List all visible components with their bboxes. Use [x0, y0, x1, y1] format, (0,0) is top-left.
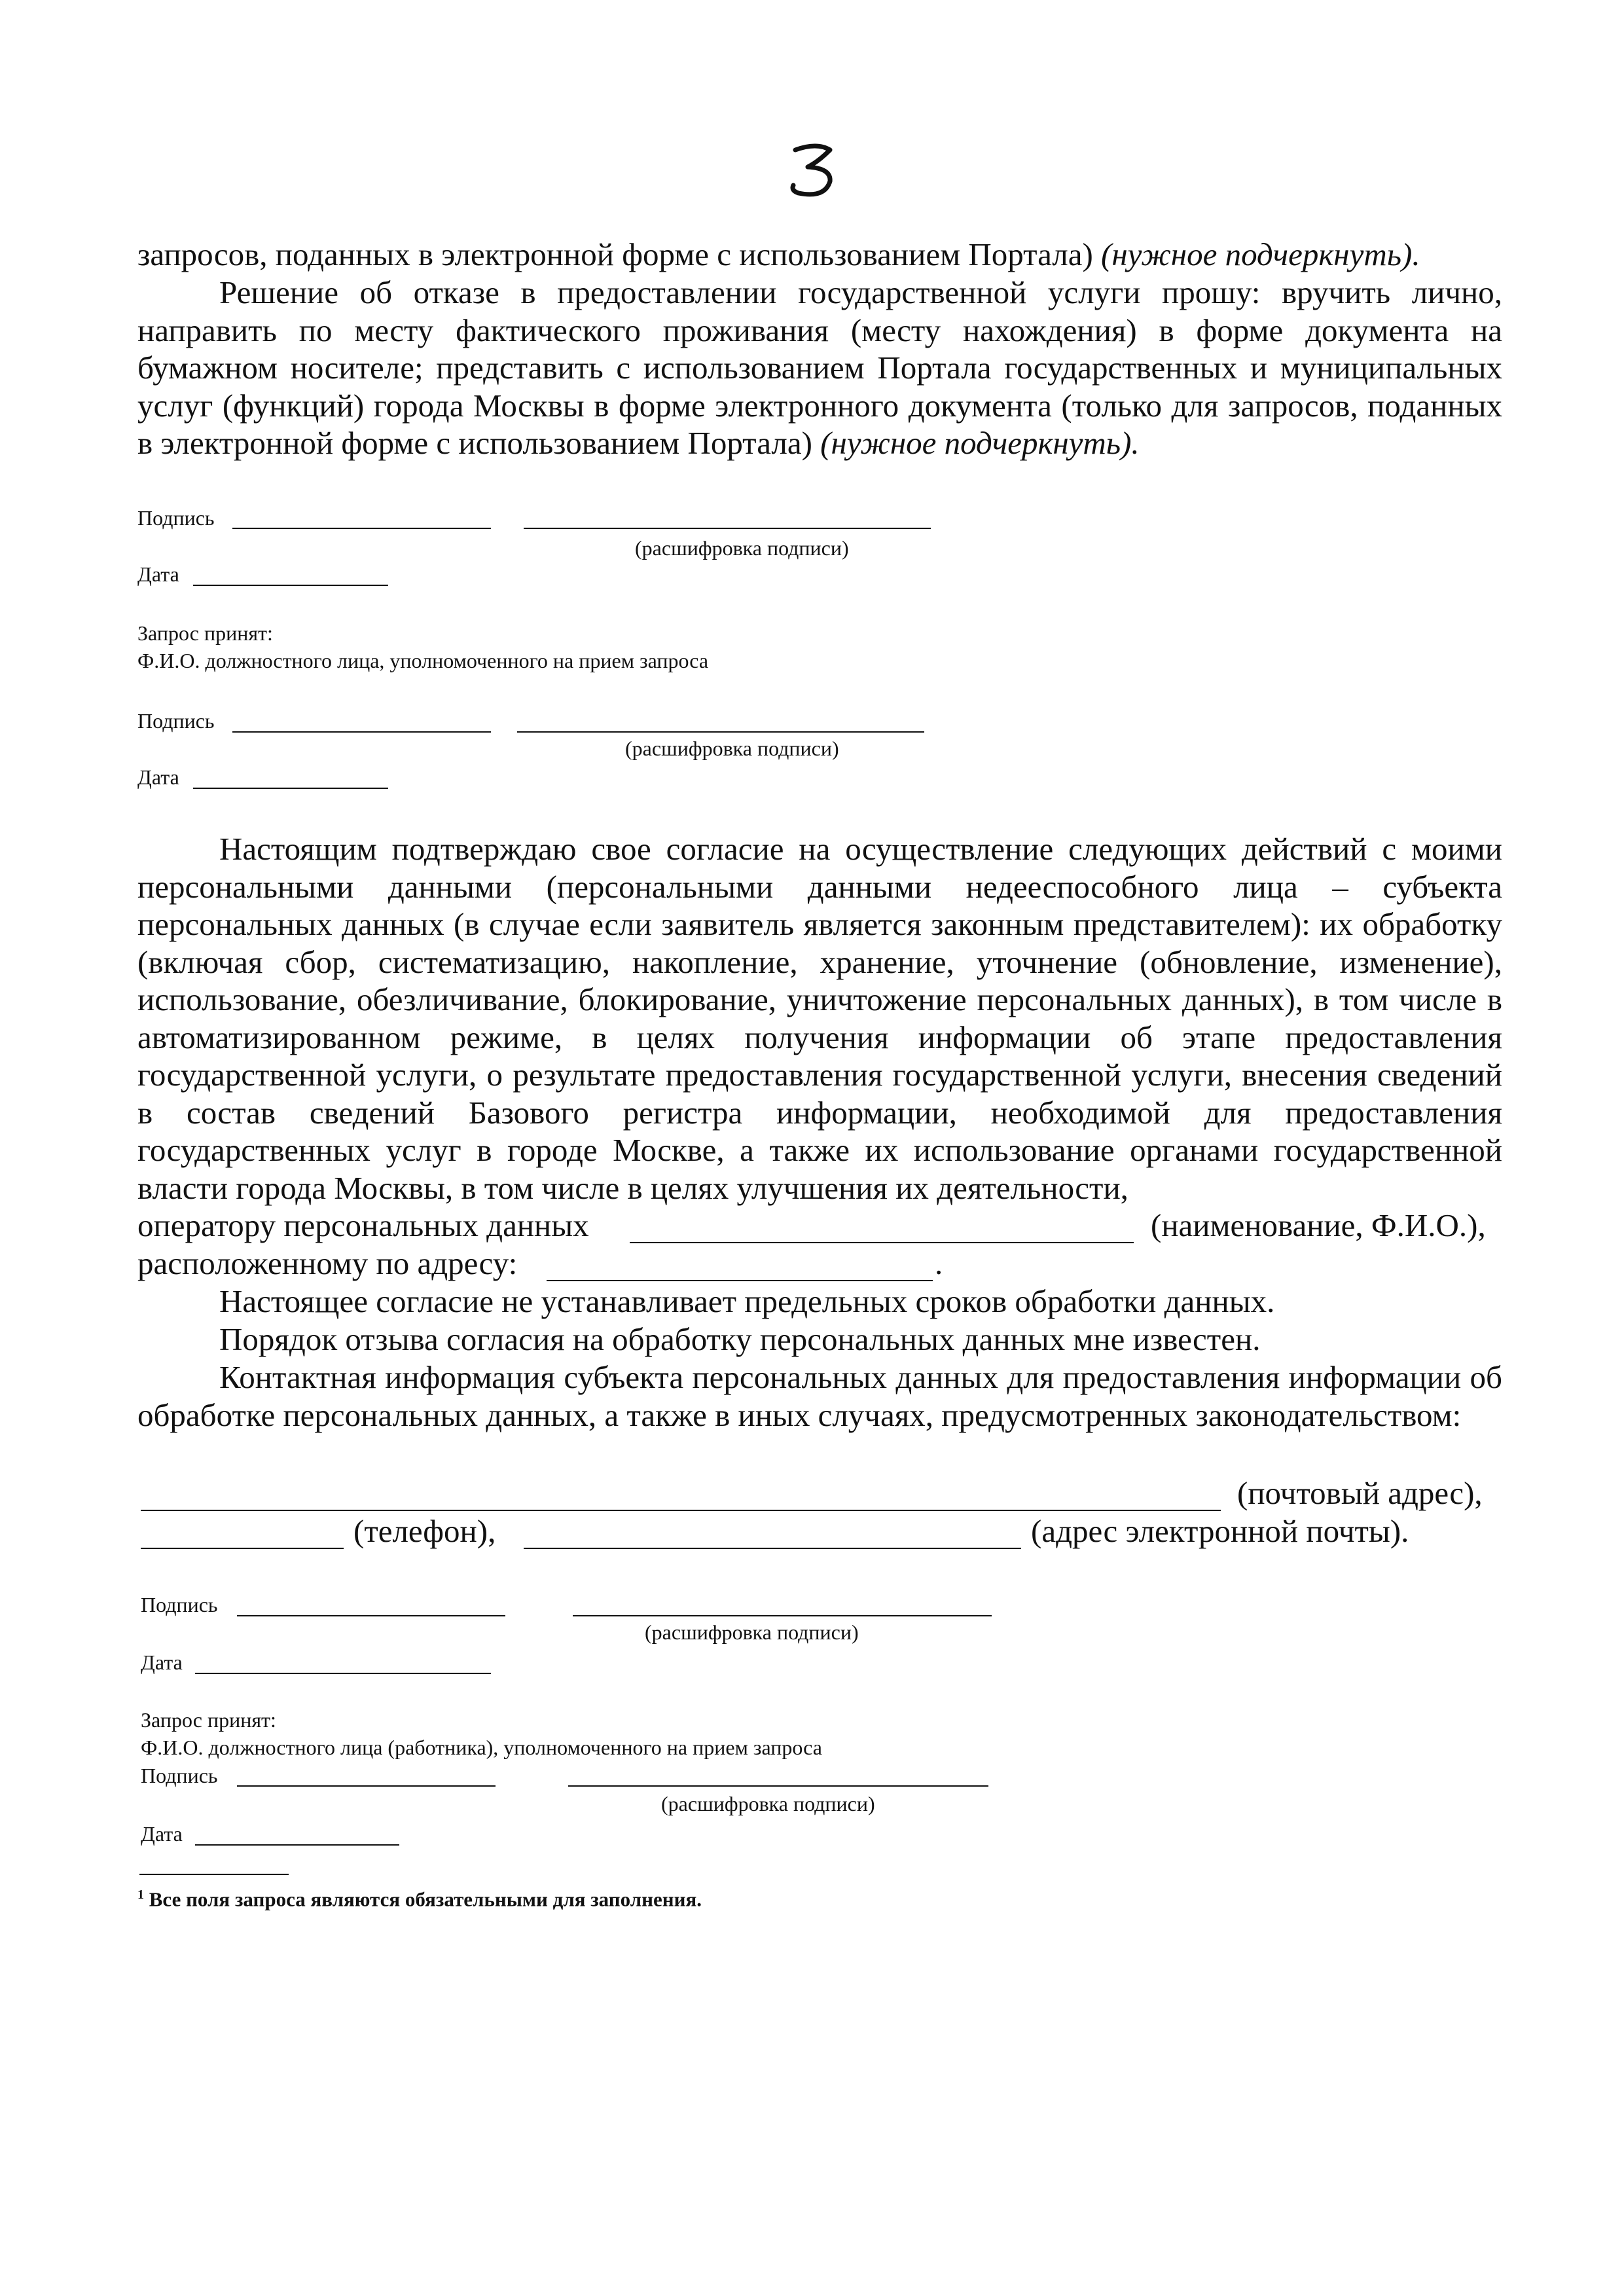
footnote-separator — [139, 1874, 289, 1875]
address-suffix: . — [935, 1245, 943, 1281]
official-fio-worker-label: Ф.И.О. должностного лица (работника), уполномоченного на прием запроса — [141, 1736, 822, 1759]
signature-decoding-caption-4: (расшифровка подписи) — [661, 1792, 875, 1815]
postal-label: (почтовый адрес), — [1237, 1475, 1483, 1511]
email-label: (адрес электронной почты). — [1031, 1513, 1409, 1549]
contact-paragraph: Контактная информация субъекта персональных данных для предоставления информации об обработке персональных данных, а также в иных случаях, предусмотренных законодательством: — [137, 1359, 1502, 1433]
withdrawal-paragraph: Порядок отзыва согласия на обработку персональных данных мне известен. — [219, 1321, 1261, 1357]
consent-paragraph: Настоящим подтверждаю свое согласие на осуществление следующих действий с моими персональными данными (персональными данными недееспособного лица – субъекта персональных данных (в случае если заявитель является законным представителем): их обработку (включая сбор, систематизацию, накопление, хранение, уточнение (обновление, изменение), использование, обезличивание, блокирование, уничтожение персональных данных), в том числе в автоматизированном режиме, в целях получения информации об этапе предоставления государственной услуги, о результате предоставления государственной услуги, внесения сведений в состав сведений Базового регистра информации, необходимой для предоставления государственных услуг в городе Москве, а также их использование органами государственной власти города Москвы, в том числе в целях улучшения их деятельности, — [137, 831, 1502, 1206]
continuation-line — [137, 236, 1502, 274]
address-prefix: расположенному по адресу: — [137, 1245, 518, 1281]
signature-decoding-line-1[interactable] — [524, 528, 931, 529]
no-limit-paragraph: Настоящее согласие не устанавливает предельных сроков обработки данных. — [219, 1283, 1275, 1319]
operator-suffix: (наименование, Ф.И.О.), — [1151, 1207, 1486, 1243]
signature-label-4: Подпись — [141, 1764, 218, 1787]
operator-address-line[interactable] — [547, 1280, 933, 1281]
refusal-text: Решение об отказе в предоставлении государственной услуги прошу: вручить лично, направить по месту фактического проживания (месту нахождения) в форме документа на бумажном носителе; представить с использованием Портала государственных и муниципальных услуг (функций) города Москвы в форме электронного документа (только для запросов, поданных в электронной форме с использованием Портала) — [137, 274, 1502, 461]
handwritten-page-number-3 — [779, 141, 844, 200]
date-line-3[interactable] — [195, 1673, 491, 1674]
phone-label: (телефон), — [353, 1513, 496, 1549]
date-label-1: Дата — [137, 562, 179, 586]
continuation-text: запросов, поданных в электронной форме с использованием Портала) — [137, 236, 1093, 272]
signature-decoding-caption-1: (расшифровка подписи) — [635, 536, 849, 560]
signature-label-1: Подпись — [137, 506, 215, 530]
signature-decoding-line-3[interactable] — [573, 1615, 992, 1616]
signature-label-3: Подпись — [141, 1593, 218, 1616]
postal-address-line[interactable] — [141, 1510, 1221, 1511]
request-accepted-label-1: Запрос принят: — [137, 621, 273, 645]
operator-name-line[interactable] — [630, 1242, 1134, 1243]
email-line[interactable] — [524, 1548, 1021, 1549]
date-label-2: Дата — [137, 765, 179, 789]
signature-decoding-caption-2: (расшифровка подписи) — [625, 737, 839, 760]
refusal-paragraph — [137, 274, 1502, 462]
signature-line-2[interactable] — [232, 731, 491, 733]
signature-decoding-line-2[interactable] — [517, 731, 924, 733]
signature-decoding-line-4[interactable] — [568, 1785, 988, 1787]
phone-line[interactable] — [141, 1548, 344, 1549]
footnote — [137, 1887, 702, 1911]
signature-decoding-caption-3: (расшифровка подписи) — [645, 1620, 859, 1644]
operator-prefix: оператору персональных данных — [137, 1207, 589, 1243]
signature-line-4[interactable] — [237, 1785, 496, 1787]
date-line-2[interactable] — [193, 788, 388, 789]
date-label-3: Дата — [141, 1650, 183, 1674]
date-line-4[interactable] — [195, 1844, 399, 1846]
signature-line-1[interactable] — [232, 528, 491, 529]
footnote-text: Все поля запроса являются обязательными для заполнения. — [149, 1887, 702, 1911]
refusal-hint: (нужное подчеркнуть). — [820, 425, 1140, 461]
date-label-4: Дата — [141, 1822, 183, 1846]
request-accepted-label-2: Запрос принят: — [141, 1708, 276, 1732]
signature-line-3[interactable] — [237, 1615, 505, 1616]
continuation-hint: (нужное подчеркнуть). — [1101, 236, 1420, 272]
date-line-1[interactable] — [193, 585, 388, 586]
footnote-mark: 1 — [137, 1887, 144, 1902]
official-fio-label-1: Ф.И.О. должностного лица, уполномоченного на прием запроса — [137, 649, 709, 672]
page-number — [779, 141, 844, 200]
signature-label-2: Подпись — [137, 709, 215, 733]
